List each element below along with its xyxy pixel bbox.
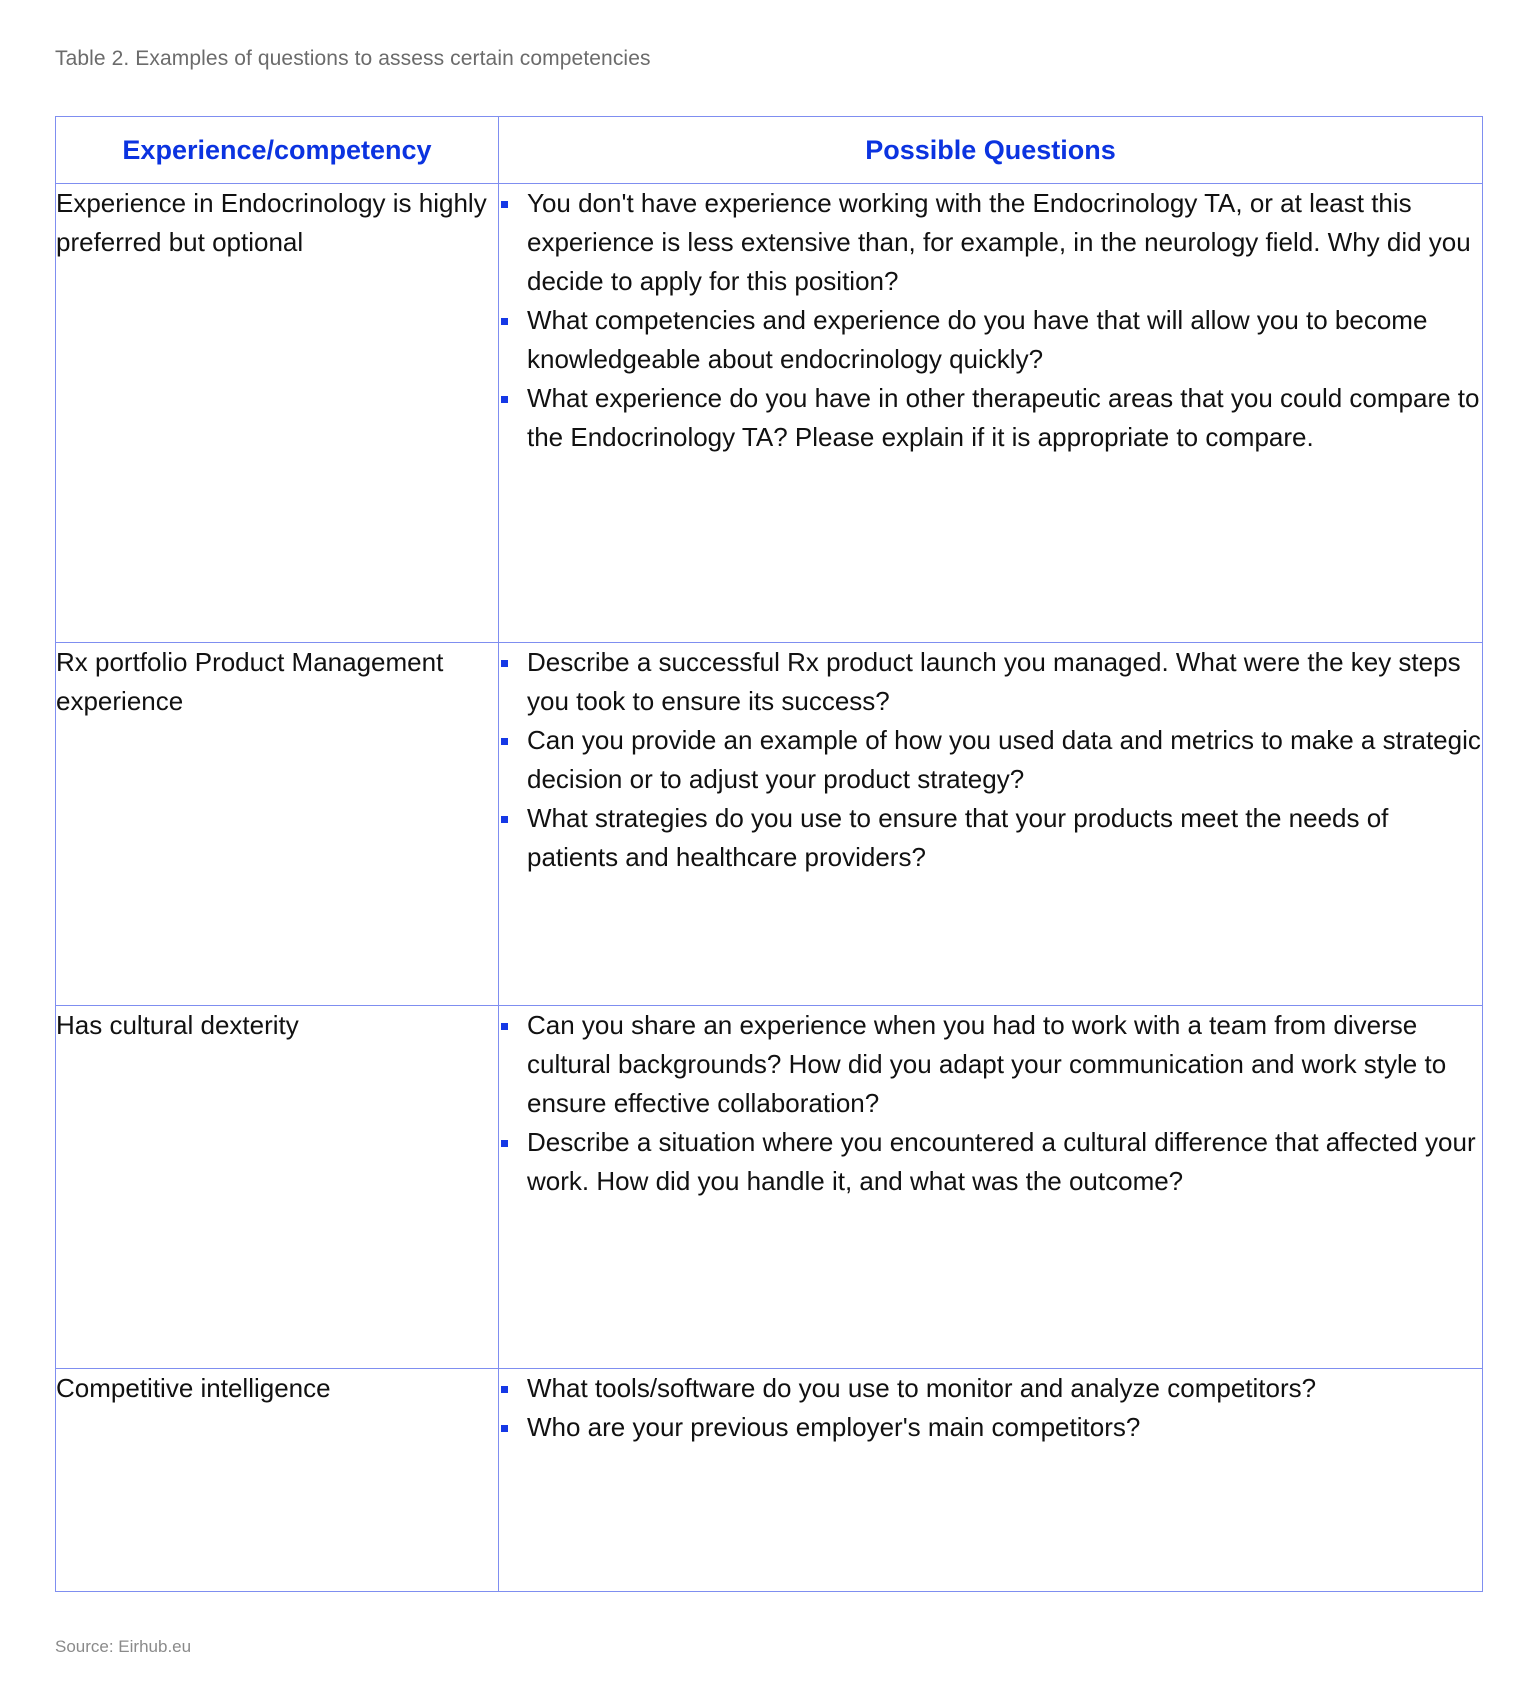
competency-cell: Competitive intelligence <box>56 1369 499 1592</box>
questions-cell <box>499 1006 1483 1369</box>
header-possible-questions: Possible Questions <box>499 117 1483 184</box>
question-item: You don't have experience working with the Endocrinology TA, or at least this experience is less extensive than, for example, in the neurology field. Why did you decide to apply for this position? <box>499 184 1482 301</box>
question-item: Describe a successful Rx product launch you managed. What were the key steps you took to ensure its success? <box>499 643 1482 721</box>
square-bullet-icon <box>501 1023 508 1030</box>
question-item: What experience do you have in other therapeutic areas that you could compare to the Endocrinology TA? Please explain if it is appropriate to compare. <box>499 379 1482 457</box>
table-row <box>56 643 1483 1006</box>
questions-cell <box>499 184 1483 643</box>
question-item: Can you share an experience when you had to work with a team from diverse cultural backgrounds? How did you adapt your communication and work style to ensure effective collaboration? <box>499 1006 1482 1123</box>
competency-questions-table <box>55 116 1483 1592</box>
competency-cell: Rx portfolio Product Management experience <box>56 643 499 1006</box>
question-list <box>499 1369 1482 1447</box>
square-bullet-icon <box>501 738 508 745</box>
square-bullet-icon <box>501 318 508 325</box>
question-item: What competencies and experience do you have that will allow you to become knowledgeable about endocrinology quickly? <box>499 301 1482 379</box>
square-bullet-icon <box>501 660 508 667</box>
square-bullet-icon <box>501 396 508 403</box>
questions-cell <box>499 1369 1483 1592</box>
question-list <box>499 643 1482 877</box>
table-row <box>56 184 1483 643</box>
question-list <box>499 1006 1482 1201</box>
table-caption: Table 2. Examples of questions to assess certain competencies <box>55 47 651 70</box>
square-bullet-icon <box>501 201 508 208</box>
source-note: Source: Eirhub.eu <box>55 1637 192 1656</box>
square-bullet-icon <box>501 1425 508 1432</box>
table-row <box>56 1006 1483 1369</box>
square-bullet-icon <box>501 1140 508 1147</box>
question-item: Can you provide an example of how you used data and metrics to make a strategic decision or to adjust your product strategy? <box>499 721 1482 799</box>
questions-cell <box>499 643 1483 1006</box>
question-list <box>499 184 1482 457</box>
question-item: What tools/software do you use to monitor and analyze competitors? <box>499 1369 1482 1408</box>
question-item: What strategies do you use to ensure that your products meet the needs of patients and healthcare providers? <box>499 799 1482 877</box>
header-experience-competency: Experience/competency <box>56 117 499 184</box>
question-item: Who are your previous employer's main competitors? <box>499 1408 1482 1447</box>
competency-cell: Experience in Endocrinology is highly preferred but optional <box>56 184 499 643</box>
square-bullet-icon <box>501 1386 508 1393</box>
competency-cell: Has cultural dexterity <box>56 1006 499 1369</box>
table-header-row <box>56 117 1483 184</box>
question-item: Describe a situation where you encountered a cultural difference that affected your work. How did you handle it, and what was the outcome? <box>499 1123 1482 1201</box>
square-bullet-icon <box>501 816 508 823</box>
table-row <box>56 1369 1483 1592</box>
